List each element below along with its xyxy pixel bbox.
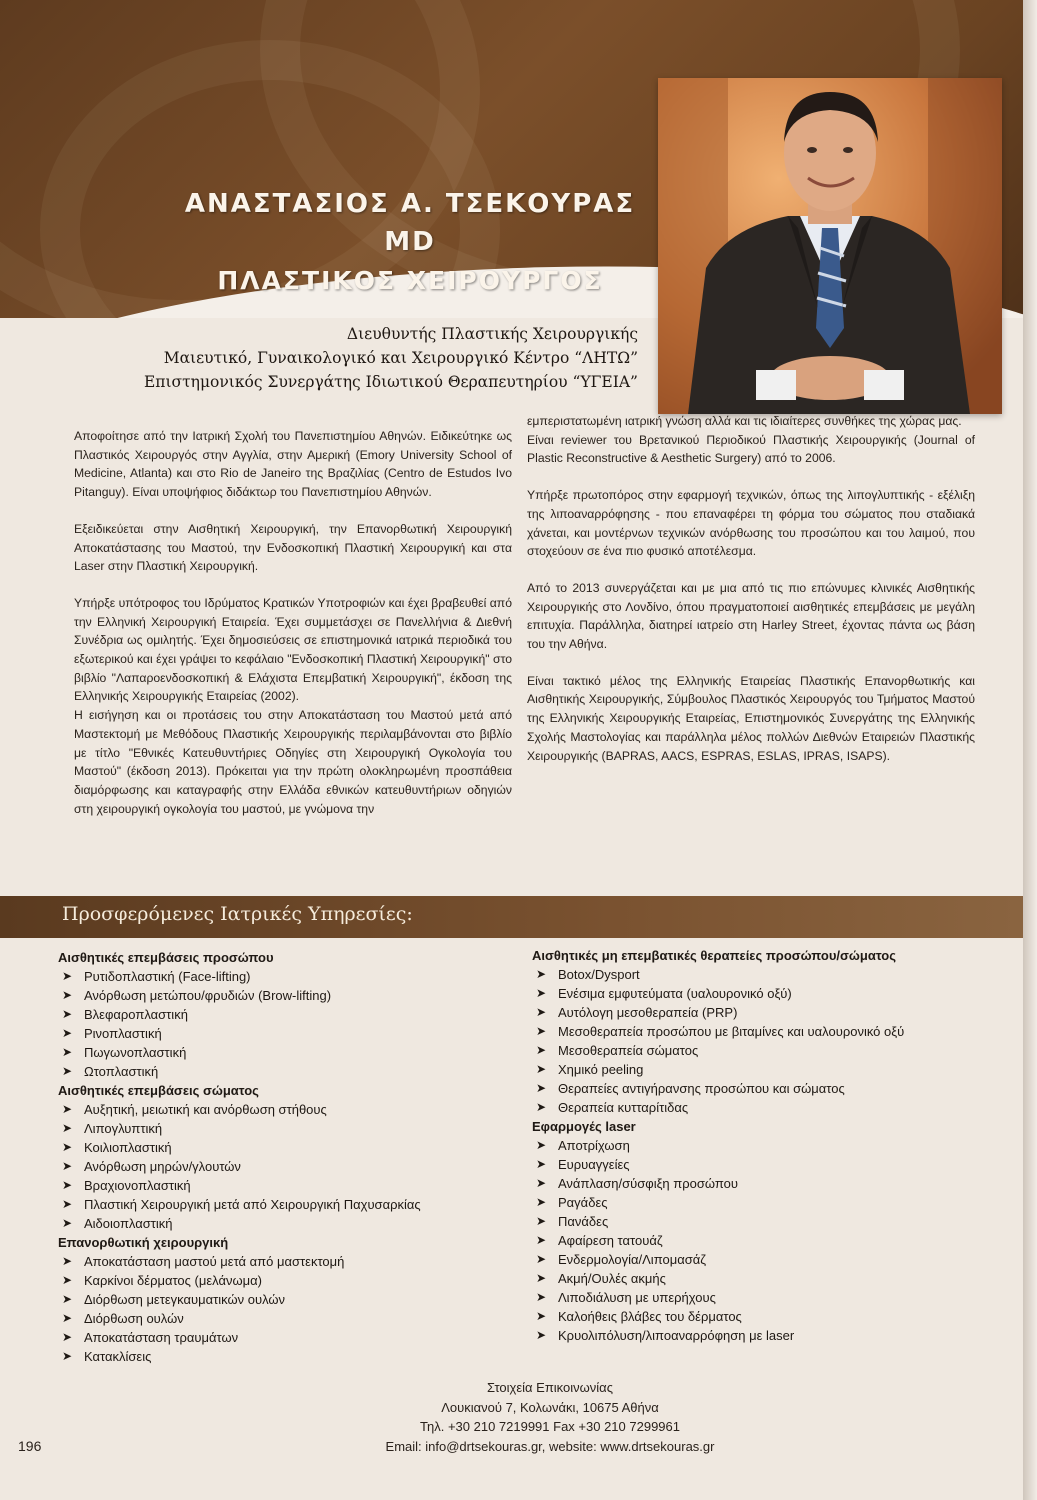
- service-item: [58, 1195, 528, 1214]
- arrow-bullet-icon: ➤: [536, 1157, 547, 1171]
- service-item-label: Αποτρίχωση: [558, 1138, 630, 1153]
- arrow-bullet-icon: ➤: [536, 1024, 547, 1038]
- arrow-bullet-icon: ➤: [62, 969, 73, 983]
- service-item: [58, 1252, 528, 1271]
- bio-paragraph: Είναι reviewer του Βρετανικού Περιοδικού Πλαστικής Χειρουργικής (Journal of Plastic Reconstructive & Aesthetic Surgery) από το 2006.: [527, 432, 975, 466]
- service-item-label: Ανάπλαση/σύσφιξη προσώπου: [558, 1176, 738, 1191]
- arrow-bullet-icon: ➤: [62, 1045, 73, 1059]
- contact-info: [300, 1378, 800, 1456]
- service-item: [58, 1347, 528, 1366]
- arrow-bullet-icon: ➤: [536, 1290, 547, 1304]
- service-item: [58, 1138, 528, 1157]
- service-item-label: Ρινοπλαστική: [84, 1026, 162, 1041]
- arrow-bullet-icon: ➤: [536, 1081, 547, 1095]
- contact-address: Λουκιανού 7, Κολωνάκι, 10675 Αθήνα: [441, 1399, 659, 1415]
- service-item: [58, 986, 528, 1005]
- service-item-label: Λιποδιάλυση με υπερήχους: [558, 1290, 716, 1305]
- bio-paragraph: Εξειδικεύεται στην Αισθητική Χειρουργική, την Επανορθωτική Χειρουργική Αποκατάστασης του Μαστού, την Ενδοσκοπική Πλαστική Χειρουργική και στα Laser στην Πλαστική Χειρουργική.: [74, 521, 512, 574]
- affiliation-line-3: Επιστημονικός Συνεργάτης Ιδιωτικού Θεραπευτηρίου “ΥΓΕΙΑ”: [143, 373, 638, 391]
- arrow-bullet-icon: ➤: [62, 1311, 73, 1325]
- service-item-label: Ρυτιδοπλαστική (Face-lifting): [84, 969, 251, 984]
- service-item-label: Αποκατάσταση τραυμάτων: [84, 1330, 239, 1345]
- arrow-bullet-icon: ➤: [62, 988, 73, 1002]
- arrow-bullet-icon: ➤: [536, 986, 547, 1000]
- service-item-label: Πανάδες: [558, 1214, 609, 1229]
- service-item-label: Ανόρθωση μηρών/γλουτών: [84, 1159, 241, 1174]
- service-item: [532, 1193, 1012, 1212]
- doctor-name: ΑΝΑΣΤΑΣΙΟΣ Α. ΤΣΕΚΟΥΡΑΣ MD: [184, 189, 636, 257]
- arrow-bullet-icon: ➤: [536, 1138, 547, 1152]
- service-item-label: Κρυολιπόλυση/λιποαναρρόφηση με laser: [558, 1328, 795, 1343]
- service-item: [532, 1155, 1012, 1174]
- affiliations: [70, 322, 638, 394]
- service-item-label: Κοιλιοπλαστική: [84, 1140, 172, 1155]
- service-item-label: Κατακλίσεις: [84, 1349, 152, 1364]
- doctor-specialty: ΠΛΑΣΤΙΚΟΣ ΧΕΙΡΟΥΡΓΟΣ: [217, 266, 603, 295]
- service-item: [58, 1119, 528, 1138]
- service-item: [532, 1212, 1012, 1231]
- service-item-label: Ακμή/Ουλές ακμής: [558, 1271, 666, 1286]
- service-item-label: Αυξητική, μειωτική και ανόρθωση στήθους: [84, 1102, 327, 1117]
- service-item-label: Πλαστική Χειρουργική μετά από Χειρουργική Παχυσαρκίας: [84, 1197, 421, 1212]
- service-category: Επανορθωτική χειρουργική: [58, 1235, 229, 1250]
- service-item-label: Χημικό peeling: [558, 1062, 644, 1077]
- contact-web: Email: info@drtsekouras.gr, website: www.drtsekouras.gr: [385, 1438, 715, 1454]
- service-item-label: Λιπογλυπτική: [84, 1121, 163, 1136]
- service-item: [532, 1041, 1012, 1060]
- service-item-label: Αιδοιοπλαστική: [84, 1216, 173, 1231]
- arrow-bullet-icon: ➤: [536, 1005, 547, 1019]
- bio-left-column: [74, 427, 512, 818]
- arrow-bullet-icon: ➤: [62, 1349, 73, 1363]
- service-item: [58, 967, 528, 986]
- service-item: [58, 1176, 528, 1195]
- arrow-bullet-icon: ➤: [536, 1309, 547, 1323]
- arrow-bullet-icon: ➤: [62, 1140, 73, 1154]
- bio-right-column: [527, 412, 975, 783]
- service-item-label: Ενδερμολογία/Λιπομασάζ: [558, 1252, 706, 1267]
- service-item: [532, 1231, 1012, 1250]
- service-item-label: Βραχιονοπλαστική: [84, 1178, 191, 1193]
- service-item-label: Καρκίνοι δέρματος (μελάνωμα): [84, 1273, 262, 1288]
- service-item: [58, 1271, 528, 1290]
- arrow-bullet-icon: ➤: [62, 1197, 73, 1211]
- service-item-label: Θεραπείες αντιγήρανσης προσώπου και σώματος: [558, 1081, 845, 1096]
- arrow-bullet-icon: ➤: [62, 1102, 73, 1116]
- bio-paragraph: Είναι τακτικό μέλος της Ελληνικής Εταιρείας Πλαστικής Επανορθωτικής και Αισθητικής Χειρουργικής, Σύμβουλος Πλαστικός Χειρουργός του Τμήματος Μαστού της Ελληνικής Χειρουργικής Εταιρείας, Επιστημονικός Συνεργάτης της Ελληνικής Σχολής Μαστολογίας και παράλληλα μέλος πολλών Διεθνών Εταιρειών Πλαστικής Χειρουργικής (BAPRAS, AACS, ESPRAS, ESLAS, IPRAS, ISAPS).: [527, 673, 975, 763]
- arrow-bullet-icon: ➤: [62, 1159, 73, 1173]
- service-item: [58, 1157, 528, 1176]
- service-category: Αισθητικές επεμβάσεις προσώπου: [58, 950, 274, 965]
- service-item: [532, 1326, 1012, 1345]
- service-category: Εφαρμογές laser: [532, 1119, 636, 1134]
- service-item-label: Βλεφαροπλαστική: [84, 1007, 188, 1022]
- service-item-label: Μεσοθεραπεία προσώπου με βιταμίνες και υαλουρονικό οξύ: [558, 1024, 905, 1039]
- page-number: 196: [18, 1438, 42, 1454]
- arrow-bullet-icon: ➤: [62, 1121, 73, 1135]
- service-item: [58, 1024, 528, 1043]
- service-item-label: Botox/Dysport: [558, 967, 640, 982]
- service-item-label: Καλοήθεις βλάβες του δέρματος: [558, 1309, 742, 1324]
- arrow-bullet-icon: ➤: [536, 1062, 547, 1076]
- arrow-bullet-icon: ➤: [62, 1292, 73, 1306]
- affiliation-line-1: Διευθυντής Πλαστικής Χειρουργικής: [346, 325, 638, 343]
- service-item-label: Διόρθωση μετεγκαυματικών ουλών: [84, 1292, 286, 1307]
- service-item: [58, 1005, 528, 1024]
- service-item-label: Μεσοθεραπεία σώματος: [558, 1043, 699, 1058]
- arrow-bullet-icon: ➤: [62, 1254, 73, 1268]
- service-item: [532, 1307, 1012, 1326]
- arrow-bullet-icon: ➤: [62, 1026, 73, 1040]
- service-item: [58, 1290, 528, 1309]
- arrow-bullet-icon: ➤: [536, 1271, 547, 1285]
- services-heading: Προσφερόμενες Ιατρικές Υπηρεσίες:: [62, 903, 413, 925]
- service-item: [532, 1003, 1012, 1022]
- bio-paragraph: Από το 2013 συνεργάζεται και με μια από τις πιο επώνυμες κλινικές Αισθητικής Χειρουργικής στο Λονδίνο, όπου πραγματοποιεί αισθητικές επεμβάσεις με μεγάλη επιτυχία. Παράλληλα, διατηρεί ιατρείο στη Harley Street, έχοντας πάντα ως βάση του την Αθήνα.: [527, 580, 975, 652]
- service-item: [532, 1060, 1012, 1079]
- service-item-label: Θεραπεία κυτταρίτιδας: [558, 1100, 689, 1115]
- doctor-portrait: [658, 78, 1002, 414]
- arrow-bullet-icon: ➤: [62, 1064, 73, 1078]
- page-spine: [1023, 0, 1037, 1500]
- services-right-column: [532, 946, 1012, 1345]
- arrow-bullet-icon: ➤: [536, 1233, 547, 1247]
- service-category: Αισθητικές μη επεμβατικές θεραπείες προσώπου/σώματος: [532, 948, 896, 963]
- service-item: [532, 1174, 1012, 1193]
- contact-heading: Στοιχεία Επικοινωνίας: [487, 1380, 613, 1395]
- service-item-label: Ενέσιμα εμφυτεύματα (υαλουρονικό οξύ): [558, 986, 792, 1001]
- service-item: [58, 1214, 528, 1233]
- service-item: [532, 1022, 1012, 1041]
- arrow-bullet-icon: ➤: [62, 1178, 73, 1192]
- arrow-bullet-icon: ➤: [536, 1176, 547, 1190]
- service-item-label: Αποκατάσταση μαστού μετά από μαστεκτομή: [84, 1254, 345, 1269]
- service-category: Αισθητικές επεμβάσεις σώματος: [58, 1083, 259, 1098]
- service-item-label: Διόρθωση ουλών: [84, 1311, 184, 1326]
- bio-paragraph: Αποφοίτησε από την Ιατρική Σχολή του Πανεπιστημίου Αθηνών. Ειδικεύτηκε ως Πλαστικός Χειρουργός στην Αγγλία, στην Αμερική (Emory University School of Medicine, Atlanta) και στο Rio de Janeiro της Βραζιλίας (Centro de Estudos Ivo Pitanguy). Είναι υποψήφιος διδάκτωρ του Πανεπιστημίου Αθηνών.: [74, 429, 512, 500]
- service-item: [58, 1309, 528, 1328]
- service-item: [532, 1136, 1012, 1155]
- arrow-bullet-icon: ➤: [62, 1330, 73, 1344]
- service-item: [532, 965, 1012, 984]
- arrow-bullet-icon: ➤: [536, 1214, 547, 1228]
- arrow-bullet-icon: ➤: [536, 1195, 547, 1209]
- arrow-bullet-icon: ➤: [62, 1216, 73, 1230]
- service-item-label: Ευρυαγγείες: [558, 1157, 630, 1172]
- service-item-label: Αφαίρεση τατουάζ: [558, 1233, 663, 1248]
- bio-paragraph: Υπήρξε υπότροφος του Ιδρύματος Κρατικών Υποτροφιών και έχει βραβευθεί από την Ελληνική Χειρουργική Εταιρεία. Έχει συμμετάσχει σε Πανελλήνια & Διεθνή Συνέδρια ως ομιλητής. Έχει δημοσιεύσεις σε επιστημονικά ιατρικά περιοδικά του εξωτερικού και έχει γράψει το κεφάλαιο "Ενδοσκοπική Πλαστική Χειρουργική" στο βιβλίο "Λαπαροενδοσκοπική & Ελάχιστα Επεμβατική Χειρουργική", έκδοση της Ελληνικής Χειρουργικής Εταιρείας (2002).: [74, 595, 512, 704]
- service-item: [532, 1288, 1012, 1307]
- page-title: [180, 185, 640, 301]
- service-item: [58, 1100, 528, 1119]
- service-item-label: Ραγάδες: [558, 1195, 608, 1210]
- arrow-bullet-icon: ➤: [536, 1328, 547, 1342]
- arrow-bullet-icon: ➤: [536, 1043, 547, 1057]
- arrow-bullet-icon: ➤: [536, 1100, 547, 1114]
- service-item-label: Αυτόλογη μεσοθεραπεία (PRP): [558, 1005, 738, 1020]
- arrow-bullet-icon: ➤: [536, 1252, 547, 1266]
- arrow-bullet-icon: ➤: [62, 1007, 73, 1021]
- bio-paragraph: Η εισήγηση και οι προτάσεις του στην Αποκατάσταση του Μαστού μετά από Μαστεκτομή με Μεθόδους Πλαστικής Χειρουργικής περιλαμβάνονται στο βιβλίο με τίτλο "Εθνικές Κατευθυντήριες Οδηγίες στη Χειρουργική Ογκολογία του Μαστού" (έκδοση 2013). Πρόκειται για την πρώτη ολοκληρωμένη προσπάθεια διαμόρφωσης και καταγραφής στην Ελλάδα εθνικών κατευθυντήριων οδηγιών στη χειρουργική ογκολογία του μαστού, με γνώμονα την: [74, 708, 512, 816]
- service-item: [58, 1328, 528, 1347]
- arrow-bullet-icon: ➤: [536, 967, 547, 981]
- service-item: [532, 984, 1012, 1003]
- service-item-label: Ωτοπλαστική: [84, 1064, 159, 1079]
- service-item: [532, 1098, 1012, 1117]
- bio-paragraph: εμπεριστατωμένη ιατρική γνώση αλλά και τις ιδιαίτερες συνθήκες της χώρας μας.: [527, 414, 962, 428]
- arrow-bullet-icon: ➤: [62, 1273, 73, 1287]
- services-left-column: [58, 948, 528, 1366]
- service-item: [532, 1269, 1012, 1288]
- service-item: [532, 1079, 1012, 1098]
- contact-phones: Τηλ. +30 210 7219991 Fax +30 210 7299961: [420, 1419, 680, 1434]
- affiliation-line-2: Μαιευτικό, Γυναικολογικό και Χειρουργικό Κέντρο “ΛΗΤΩ”: [163, 349, 638, 367]
- bio-paragraph: Υπήρξε πρωτοπόρος στην εφαρμογή τεχνικών, όπως της λιπογλυπτικής - εξέλιξη της λιποαναρρόφησης - που επαναφέρει τη φόρμα του σώματος που σταδιακά χάνεται, και μοντέρνων τεχνικών ανόρθωσης του προσώπου και του λαιμού, που στοχεύουν σε ένα πιο φυσικό αποτέλεσμα.: [527, 488, 975, 559]
- service-item-label: Πωγωνοπλαστική: [84, 1045, 187, 1060]
- service-item-label: Ανόρθωση μετώπου/φρυδιών (Brow-lifting): [84, 988, 332, 1003]
- service-item: [58, 1043, 528, 1062]
- service-item: [58, 1062, 528, 1081]
- service-item: [532, 1250, 1012, 1269]
